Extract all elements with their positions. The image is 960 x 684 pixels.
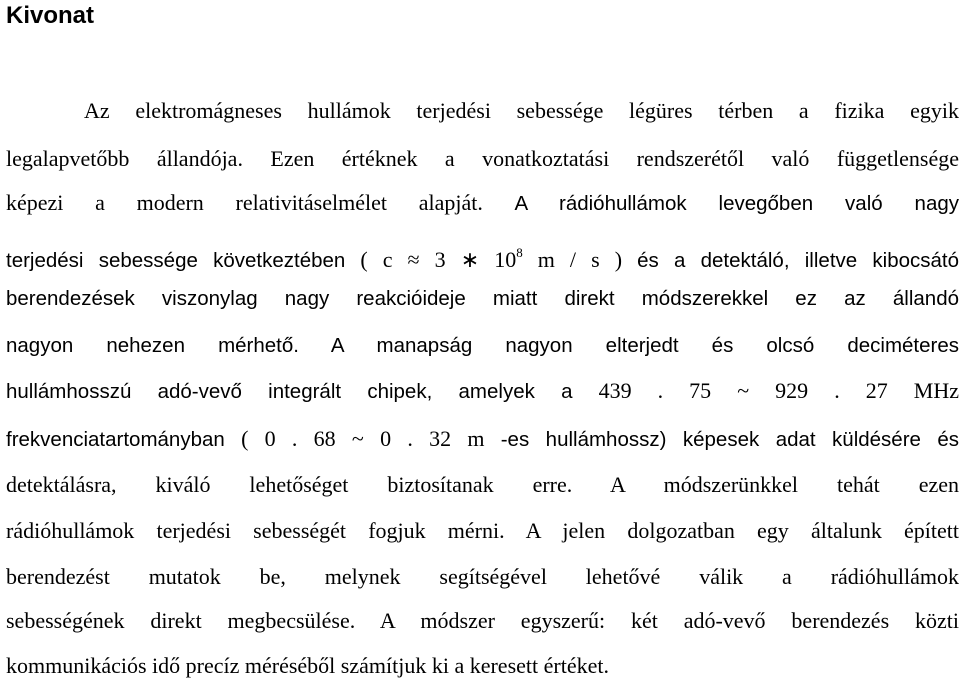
paragraph-line-13: kommunikációs idő precíz méréséből számítjuk ki a keresett értéket. — [6, 653, 609, 678]
line-8-text-a: frekvenciatartományban — [6, 428, 225, 451]
paragraph-line-9: detektálásra, kiváló lehetőséget biztosítanak erre. A módszerünkkel tehát ezen — [6, 472, 959, 497]
formula-speed-main: ( c ≈ 3 ∗ 10 — [360, 247, 517, 272]
paragraph-line-7 — [6, 377, 959, 406]
formula-unit: m / s ) — [537, 247, 623, 272]
line-4-text-b: és a detektáló, illetve kibocsátó — [637, 249, 960, 272]
line-3-sans: A rádióhullámok levegőben való nagy — [514, 192, 960, 215]
line-4-text-a: terjedési sebessége következtében — [6, 249, 346, 272]
paragraph-line-12: sebességének direkt megbecsülése. A módszer egyszerű: két adó-vevő berendezés közti — [6, 608, 959, 633]
line-8-text-b: -es hullámhossz) képesek adat küldésére és — [500, 428, 960, 451]
line-7-text: hullámhosszú adó-vevő integrált chipek, amelyek a — [6, 380, 573, 403]
heading: Kivonat — [6, 2, 95, 29]
paragraph-line-5: berendezések viszonylag nagy reakcióideje miatt direkt módszerekkel ez az állandó — [6, 287, 959, 310]
paragraph-line-10: rádióhullámok terjedési sebességét fogjuk mérni. A jelen dolgozatban egy általunk épített — [6, 518, 959, 543]
paragraph-line-6: nagyon nehezen mérhető. A manapság nagyon elterjedt és olcsó deciméteres — [6, 334, 959, 357]
paragraph-line-2: legalapvetőbb állandója. Ezen értéknek a vonatkoztatási rendszerétől való függetlensége — [6, 146, 959, 171]
line-3-serif: képezi a modern relativitáselmélet alapját. — [6, 190, 483, 215]
paragraph-line-8 — [6, 425, 959, 454]
formula-exponent: 8 — [516, 245, 523, 260]
paragraph-line-4 — [6, 239, 959, 275]
paragraph-line-3 — [6, 189, 959, 218]
formula-wavelength: ( 0 . 68 ~ 0 . 32 m — [241, 426, 485, 451]
paragraph-line-1: Az elektromágneses hullámok terjedési sebessége légüres térben a fizika egyik — [84, 98, 959, 123]
paragraph-line-11: berendezést mutatok be, melynek segítségével lehetővé válik a rádióhullámok — [6, 564, 959, 589]
formula-speed — [360, 247, 622, 272]
formula-frequency: 439 . 75 ~ 929 . 27 MHz — [598, 378, 959, 403]
